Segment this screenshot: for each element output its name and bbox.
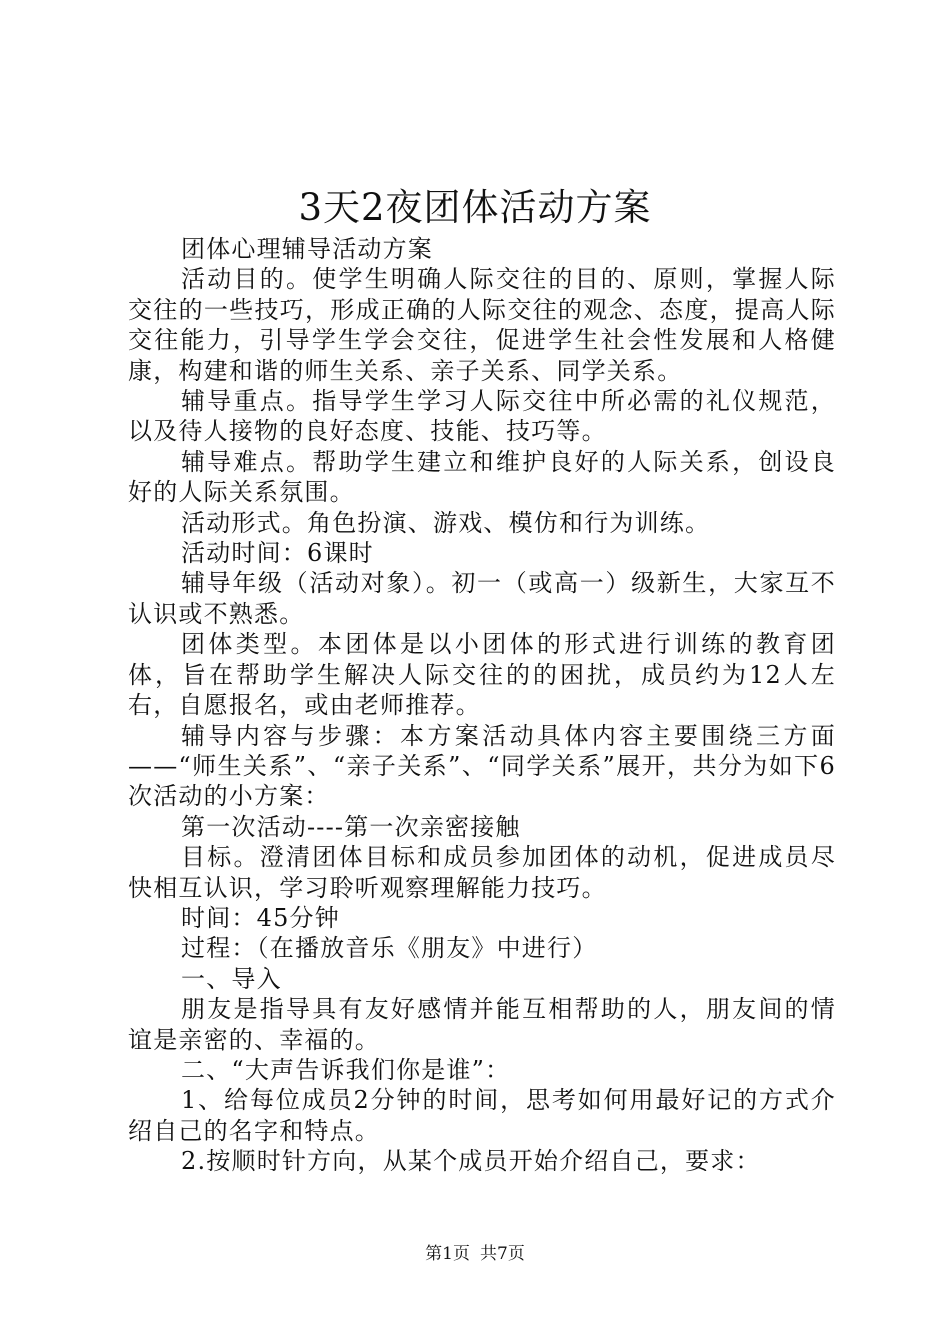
paragraph: 辅导重点。指导学生学习人际交往中所必需的礼仪规范，以及待人接物的良好态度、技能、技巧等。 <box>128 387 836 446</box>
paragraph: 朋友是指导具有友好感情并能互相帮助的人，朋友间的情谊是亲密的、幸福的。 <box>128 995 836 1054</box>
paragraph: 团体心理辅导活动方案 <box>181 235 433 263</box>
document-title: 3天2夜团体活动方案 <box>298 186 652 229</box>
paragraph: 团体类型。本团体是以小团体的形式进行训练的教育团体，旨在帮助学生解决人际交往的的困扰，成员约为12人左右，自愿报名，或由老师推荐。 <box>128 630 836 720</box>
paragraph: 目标。澄清团体目标和成员参加团体的动机，促进成员尽快相互认识，学习聆听观察理解能力技巧。 <box>128 843 836 902</box>
paragraph: 辅导难点。帮助学生建立和维护良好的人际关系，创设良好的人际关系氛围。 <box>128 447 836 507</box>
paragraph: 活动目的。使学生明确人际交往的目的、原则，掌握人际交往的一些技巧，形成正确的人际交往的观念、态度，提高人际交往能力，引导学生学会交往，促进学生社会性发展和人格健康，构建和谐的师生关系、亲子关系、同学关系。 <box>128 265 836 385</box>
paragraph: 一、导入 <box>181 964 282 993</box>
paragraph: 2.按顺时针方向，从某个成员开始介绍自己，要求： <box>181 1147 761 1176</box>
paragraph: 辅导年级（活动对象）。初一（或高一）级新生，大家互不认识或不熟悉。 <box>128 569 836 628</box>
paragraph: 第一次活动----第一次亲密接触 <box>181 812 521 841</box>
paragraph: 1、给每位成员2分钟的时间，思考如何用最好记的方式介绍自己的名字和特点。 <box>128 1086 836 1145</box>
paragraph: 二、“大声告诉我们你是谁”： <box>181 1055 511 1084</box>
page-footer <box>0 1243 950 1265</box>
paragraph: 时间：45分钟 <box>181 903 340 932</box>
paragraph: 辅导内容与步骤：本方案活动具体内容主要围绕三方面——“师生关系”、“亲子关系”、“同学关系”展开，共分为如下6次活动的小方案： <box>128 721 836 811</box>
page-number-current: 第1页 <box>425 1244 470 1264</box>
paragraph: 活动形式。角色扮演、游戏、模仿和行为训练。 <box>181 508 711 537</box>
page-number-total: 共7页 <box>480 1244 525 1264</box>
document-body <box>128 234 836 1177</box>
paragraph: 过程：（在播放音乐《朋友》中进行） <box>181 934 598 963</box>
paragraph: 活动时间：6课时 <box>181 539 374 568</box>
